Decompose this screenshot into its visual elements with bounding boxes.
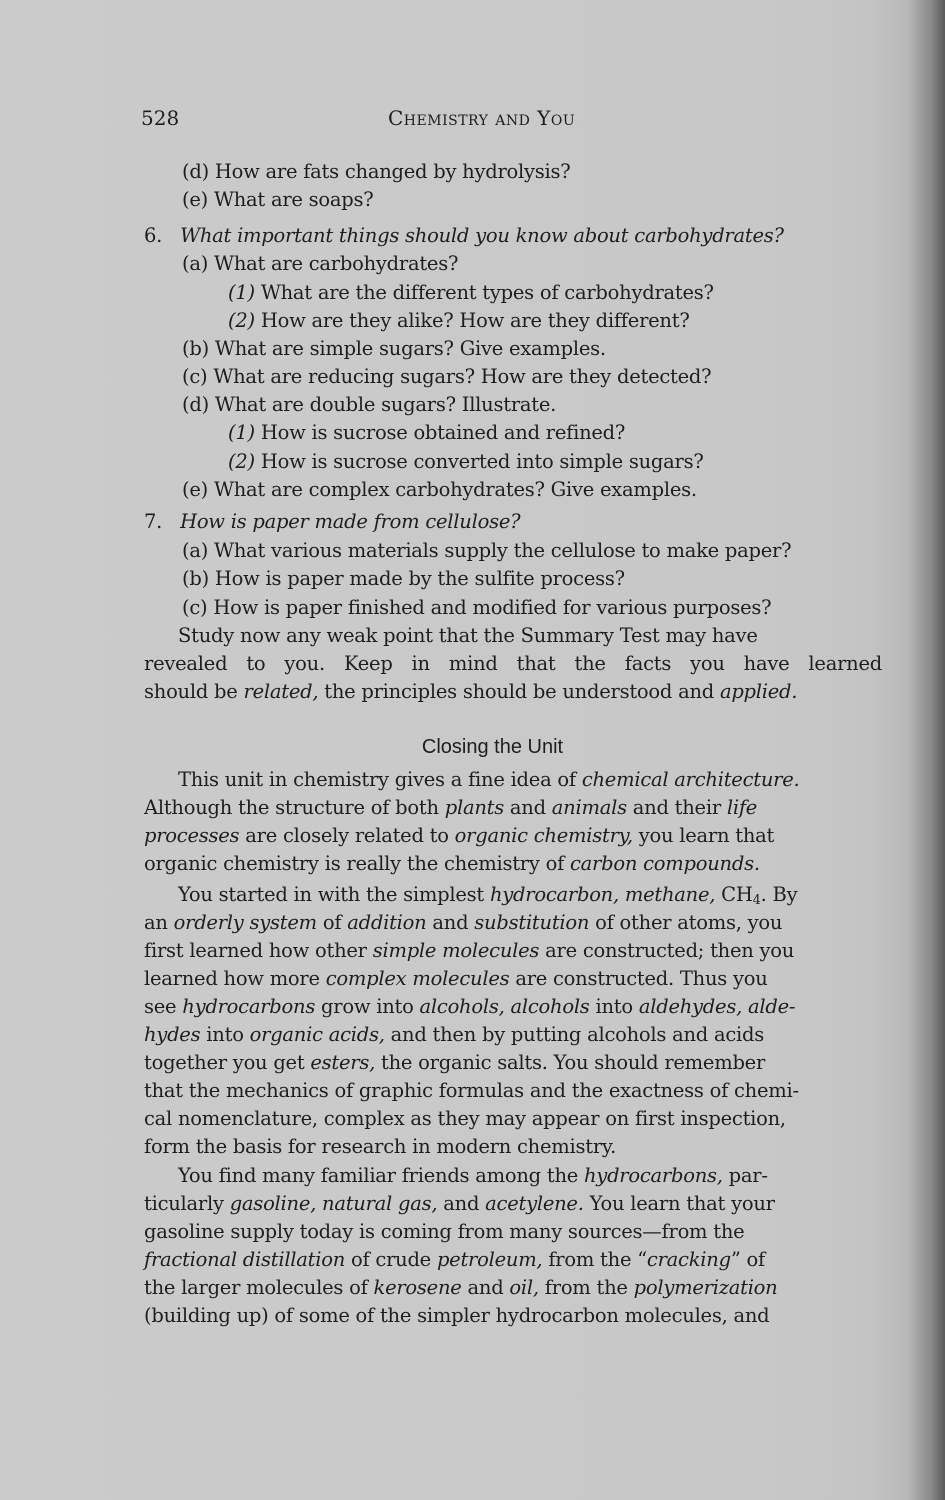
question-6-number: 6. [144,224,163,247]
question-6b: (b) What are simple sugars? Give examples. [182,337,606,360]
study-line-2: revealed to you. Keep in mind that the facts you have learned [144,652,882,675]
closing-p1-line-3: processes are closely related to organic chemistry, you learn that [144,824,775,847]
closing-p2-line-2: an orderly system of addition and substitution of other atoms, you [144,911,783,934]
question-6e: (e) What are complex carbohydrates? Give examples. [182,478,697,501]
closing-p2-line-4: learned how more complex molecules are constructed. Thus you [144,967,768,990]
question-6a2: (2) How are they alike? How are they different? [228,309,690,332]
question-5e: (e) What are soaps? [182,188,374,211]
question-6d2: (2) How is sucrose converted into simple sugars? [228,450,704,473]
closing-p2-line-8: that the mechanics of graphic formulas and the exactness of chemi- [144,1079,799,1102]
question-6c: (c) What are reducing sugars? How are they detected? [182,365,712,388]
question-6 [144,224,784,248]
page-number: 528 [141,106,180,130]
question-5d: (d) How are fats changed by hydrolysis? [182,160,571,183]
question-6a1: (1) What are the different types of carbohydrates? [228,281,714,304]
question-6a: (a) What are carbohydrates? [182,252,459,275]
closing-p3-line-3: gasoline supply today is coming from many sources—from the [144,1220,745,1243]
closing-p1-line-4: organic chemistry is really the chemistry of carbon compounds. [144,852,760,875]
study-line-1: Study now any weak point that the Summary Test may have [178,624,758,647]
section-title: Closing the Unit [421,736,564,758]
closing-p2-line-6: hydes into organic acids, and then by putting alcohols and acids [144,1023,765,1046]
question-7-number: 7. [144,510,163,533]
closing-p2-line-3: first learned how other simple molecules are constructed; then you [144,939,795,962]
closing-p2-line-7: together you get esters, the organic salts. You should remember [144,1051,766,1074]
question-7a: (a) What various materials supply the cellulose to make paper? [182,539,792,562]
study-line-3: should be related, the principles should be understood and applied. [144,680,798,703]
question-6d1: (1) How is sucrose obtained and refined? [228,421,626,444]
question-7 [144,510,520,534]
closing-p2-line-9: cal nomenclature, complex as they may appear on first inspection, [144,1107,786,1130]
question-7b: (b) How is paper made by the sulfite process? [182,567,625,590]
closing-p3-line-4: fractional distillation of crude petroleum, from the “cracking” of [144,1248,765,1271]
closing-p1-line-1: This unit in chemistry gives a fine idea of chemical architecture. [178,768,800,791]
closing-p1-line-2: Although the structure of both plants and animals and their life [144,796,758,819]
question-6d: (d) What are double sugars? Illustrate. [182,393,557,416]
closing-p2-line-5: see hydrocarbons grow into alcohols, alcohols into aldehydes, alde- [144,995,796,1018]
closing-p2-line-10: form the basis for research in modern chemistry. [144,1135,617,1158]
running-title: Chemistry and You [388,106,576,130]
closing-p3-line-5: the larger molecules of kerosene and oil, from the polymerization [144,1276,778,1299]
question-6-text: What important things should you know about carbohydrates? [180,224,784,247]
closing-p3-line-1: You find many familiar friends among the hydrocarbons, par- [178,1164,768,1187]
question-7-text: How is paper made from cellulose? [180,510,521,533]
closing-p2-line-1: You started in with the simplest hydrocarbon, methane, $CH_4$. By [178,883,798,908]
closing-p3-line-2: ticularly gasoline, natural gas, and acetylene. You learn that your [144,1192,775,1215]
closing-p3-line-6: (building up) of some of the simpler hydrocarbon molecules, and [144,1304,770,1327]
question-7c: (c) How is paper finished and modified for various purposes? [182,596,772,619]
